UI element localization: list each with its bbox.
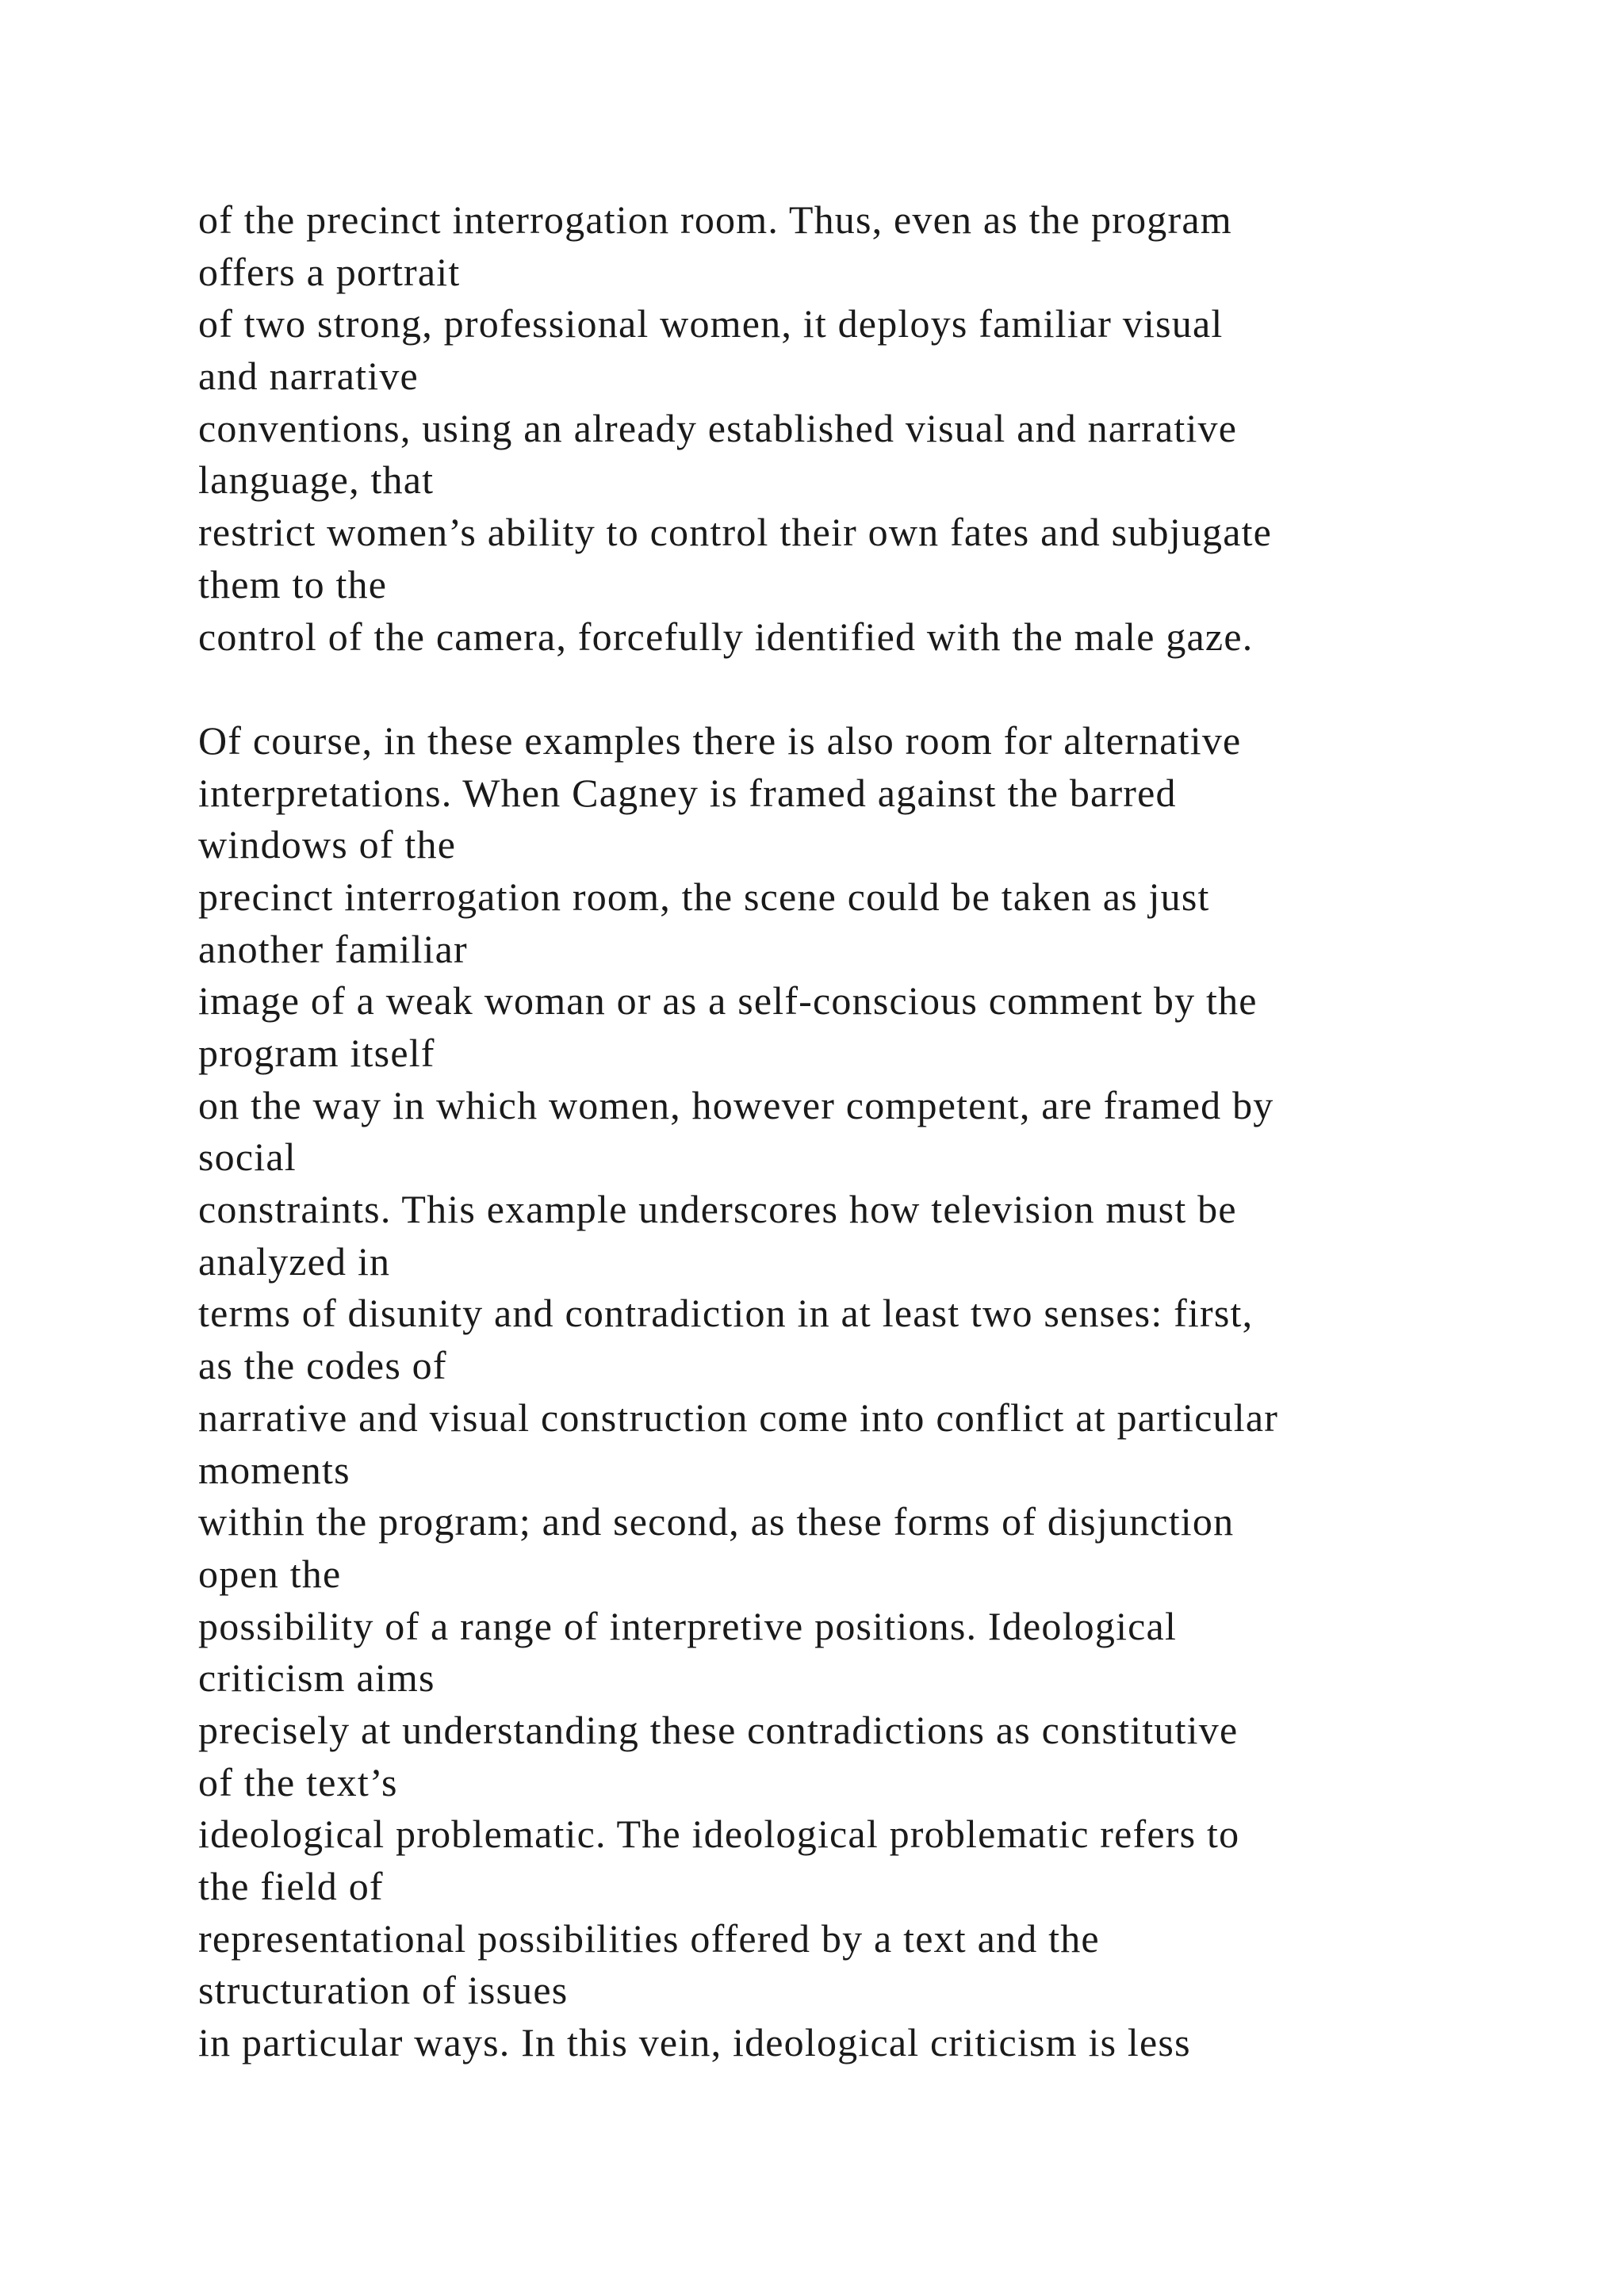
text-line: on the way in which women, however competent, are framed by (198, 1082, 1274, 1127)
paragraph-1 (198, 194, 1546, 663)
text-line: criticism aims (198, 1655, 435, 1701)
text-line: restrict women’s ability to control their own fates and subjugate (198, 510, 1273, 555)
text-line: open the (198, 1551, 342, 1596)
text-line: within the program; and second, as these forms of disjunction (198, 1499, 1235, 1544)
text-line: moments (198, 1447, 350, 1492)
text-line: of two strong, professional women, it deploys familiar visual (198, 301, 1224, 346)
text-line: them to the (198, 561, 388, 607)
paragraph-gap (198, 663, 1546, 715)
text-line: of the text’s (198, 1759, 398, 1804)
text-line: structuration of issues (198, 1968, 569, 2013)
text-line: narrative and visual construction come into conflict at particular (198, 1395, 1279, 1440)
text-line: another familiar (198, 926, 468, 971)
text-line: precinct interrogation room, the scene could be taken as just (198, 874, 1210, 919)
text-line: language, that (198, 457, 435, 503)
text-line: constraints. This example underscores how television must be (198, 1187, 1237, 1232)
text-line: interpretations. When Cagney is framed against the barred (198, 770, 1177, 815)
text-line: program itself (198, 1031, 435, 1075)
text-line: windows of the (198, 822, 457, 867)
text-line: as the codes of (198, 1343, 447, 1388)
text-line: precisely at understanding these contradictions as constitutive (198, 1707, 1239, 1752)
text-line: representational possibilities offered by a text and the (198, 1915, 1100, 1961)
text-line: possibility of a range of interpretive positions. Ideological (198, 1603, 1178, 1648)
text-line: the field of (198, 1864, 384, 1908)
text-line: and narrative (198, 354, 419, 399)
body-text (198, 194, 1546, 2069)
paragraph-2 (198, 715, 1546, 2069)
text-line: ideological problematic. The ideological problematic refers to (198, 1812, 1240, 1857)
text-line: terms of disunity and contradiction in at least two senses: first, (198, 1291, 1254, 1336)
text-line: image of a weak woman or as a self-conscious comment by the (198, 978, 1258, 1024)
text-line: in particular ways. In this vein, ideological criticism is less (198, 2020, 1191, 2065)
text-line: Of course, in these examples there is also room for alternative (198, 718, 1242, 763)
text-line: offers a portrait (198, 249, 461, 294)
text-line: analyzed in (198, 1238, 391, 1284)
text-line: of the precinct interrogation room. Thus, even as the program (198, 197, 1232, 242)
text-line: control of the camera, forcefully identified with the male gaze. (198, 614, 1254, 659)
text-line: social (198, 1135, 297, 1180)
text-line: conventions, using an already established visual and narrative (198, 405, 1238, 450)
